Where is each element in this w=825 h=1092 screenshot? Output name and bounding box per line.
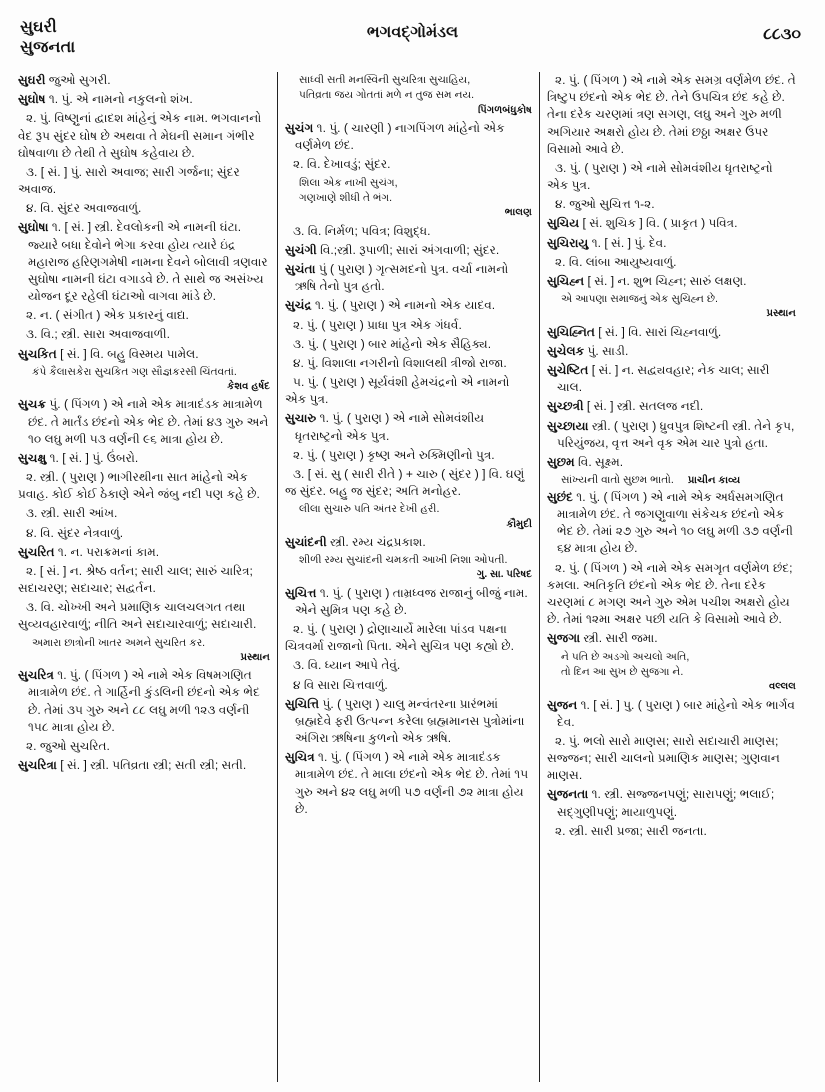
entry-headword: સુચક્ર	[18, 397, 47, 412]
entry-headword: સુચારુ	[285, 411, 317, 426]
entry-headword: સુચિરાયુ	[547, 235, 589, 250]
book-title: ભગવદ્ગોમંડલ	[366, 24, 459, 41]
dictionary-entry	[547, 697, 796, 731]
entry-definition: ૧. ન. પરાક્રમનાં કામ.	[54, 544, 160, 559]
entry-headword: સુઘોષ	[18, 92, 46, 107]
dictionary-entry	[547, 786, 796, 820]
entry-definition: ૧. પું. ( પિંગળ ) એ નામે એક માત્રાદંડક માત્રામેળ છંદ. તે માલા છંદનો એક ભેદ છે. તેમાં ૧૫ ગુરુ અને ૪૨ લઘુ મળી ૫૭ વર્ણની ૭૨ માત્રા હોય છે.	[295, 750, 529, 816]
entry-definition: ૧. [ સં. ] સ્ત્રી. દેવલોકની એ નામની ઘંટા. જ્યારે બધા દેવોને ભેગા કરવા હોય ત્યારે ઇંદ્ર મહારાજ હરિણગમેષી નામના દેવને બોલાવી ત્રણવાર સુઘોષા નામની ઘંટા વગાડવે છે. તે સાથે જ અસંખ્ય યોજન દૂર રહેલી ઘંટાઓ વાગવા માંડે છે.	[28, 220, 268, 304]
entry-definition: [ સં. ] ન. શુભ ચિહ્ન; સારું લક્ષણ.	[584, 273, 747, 288]
citation-source: કૌમુદી	[506, 518, 532, 530]
entry-definition: ૧. પું. એ નામનો નકુલનો શંખ.	[45, 92, 193, 107]
entry-definition: વિ. સૂક્ષ્મ.	[574, 454, 624, 469]
entry-headword: સુચાંદની	[285, 534, 327, 549]
entry-sense: ૨. સ્ત્રી. ( પુરાણ ) ભાગીરથીના સાત માંહેનો એક પ્રવાહ. કોઈ કોઈ ઠેકાણે એને જંબુ નદી પણ કહે છે.	[18, 470, 260, 502]
entry-sense: ૫. પું. ( પુરાણ ) સૂર્યવંશી હેમચંદ્રનો એ નામનો એક પુત્ર.	[285, 375, 510, 407]
entry-definition: [ સં. ] સ્ત્રી. સતલજ નદી.	[583, 399, 704, 414]
entry-definition: ૧. [ સં. ] પું. ઉંબરો.	[46, 450, 139, 465]
dictionary-entry	[18, 396, 270, 448]
dictionary-entry	[18, 346, 270, 363]
dictionary-entry	[547, 489, 796, 558]
entry-headword: સુચંતા	[285, 261, 316, 276]
entry-definition: [ સં. શુચિક ] વિ. ( પ્રાકૃત ) પવિત્ર.	[579, 216, 738, 231]
entry-definition: [ સં. ] વિ. બહુ વિસ્મય પામેલ.	[56, 346, 199, 361]
citation-quote-with-source	[547, 473, 796, 488]
page-header	[14, 18, 811, 70]
citation-source: ભાલણ	[504, 207, 532, 219]
entry-sense: ૨. [ સં. ] ન. શ્રેષ્ઠ વર્તન; સારી ચાલ; સારું ચારિત્ર; સદાચરણ; સદાચાર; સદ્વર્તન.	[18, 563, 253, 596]
citation-source: પ્રાચીન કાવ્ય	[687, 475, 741, 487]
dictionary-entry	[547, 273, 796, 290]
column-3	[540, 72, 803, 1082]
dictionary-entry	[285, 297, 532, 314]
citation-quote: પતિવ્રતા જય ગોતતાં મળે ન તુજ સમ નય.	[299, 89, 475, 102]
entry-headword: સુચિત્ર	[285, 750, 315, 765]
entry-headword: સુચિહ્નિત	[547, 324, 595, 339]
entry-definition: પું ( પુરાણ ) ગૃત્સમદનો પુત્ર. વર્ચા નામનો ઋષિ તેનો પુત્ર હતો.	[295, 261, 509, 294]
columns-container	[14, 72, 811, 1082]
entry-sense: ૨. સ્ત્રી. સારી પ્રજા; સારી જનતા.	[555, 823, 707, 838]
dictionary-entry	[18, 544, 270, 561]
entry-sense: ૨. જુઓ સુચરિત.	[26, 738, 110, 753]
citation-source: ગુ. સા. પરિષદ	[476, 569, 532, 581]
entry-sense: ૨. ન. ( સંગીત ) એક પ્રકારનું વાદ્ય.	[26, 308, 189, 323]
entry-sense: ૩. વિ. નિર્મળ; પવિત્ર; વિશુદ્ધ.	[293, 223, 431, 238]
entry-definition: જુઓ સુગરી.	[45, 73, 111, 87]
entry-headword: સુઘોષા	[18, 220, 49, 235]
entry-sense: ૪. જુઓ સુચિત્ત ૧-૨.	[555, 197, 655, 212]
entry-sense: ૨. પું. ( પિંગળ ) એ નામે એક સમગ્ર વર્ણમેળ છંદ. તે ત્રિષ્ટુપ છંદનો એક ભેદ છે. તેને ઉપચિત્ર છંદ કહે છે. તેના દરેક ચરણમાં ત્રણ સગણ, લઘુ અને ગુરુ મળી અગિયાર અક્ષરો હોય છે. તેમાં છઠ્ઠા અક્ષર ઉપર વિસામો આવે છે.	[547, 73, 796, 156]
entry-sense: ૩. વિ.; સ્ત્રી. સારા અવાજવાળી.	[26, 327, 170, 342]
dictionary-entry	[285, 410, 532, 444]
entry-sense: ૨. પું. વિષ્ણુનાં દ્વાદશ માંહેનું એક નામ. ભગવાનનો વેદ રૂપ સુંદર ઘોષ છે અથવા તે મેઘની સમાન ગંભીર ઘોષવાળા છે તેથી તે સુઘોષ કહેવાય છે.	[18, 111, 262, 160]
dictionary-entry	[547, 454, 796, 471]
entry-headword: સુછંદ	[547, 489, 573, 504]
citation-source: પ્રસ્થાન	[240, 652, 270, 664]
entry-headword: સુજનતા	[547, 787, 589, 802]
column-1-content	[18, 72, 270, 774]
dictionary-entry	[285, 534, 532, 551]
dictionary-entry	[285, 261, 532, 295]
citation-quote: તો દિન આ સુખ છે સુજગા ને.	[561, 665, 684, 678]
running-head-last: સુજનતા	[20, 39, 76, 57]
dictionary-entry	[18, 757, 270, 774]
entry-sense: ૪. વિ. સુંદર અવાજવાળું.	[26, 201, 142, 216]
entry-definition: ૧. સ્ત્રી. સજ્જનપણું; સારાપણું; ભલાઈ; સદ્ગુણીપણું; માયાળુપણું.	[557, 787, 775, 819]
entry-sense: ૨. વિ. દેખાવડું; સુંદર.	[293, 157, 391, 172]
entry-definition: ૧. [ સં. ] પું. દેવ.	[588, 235, 667, 250]
entry-definition: ૧. પું. ( પુરાણ ) એ નામનો એક યાદવ.	[311, 298, 496, 313]
dictionary-entry	[18, 91, 270, 108]
entry-definition: સ્ત્રી. સારી જમા.	[580, 631, 658, 646]
column-3-content	[547, 72, 796, 840]
citation-quote: ને પતિ છે અડગો અચલો અતિ,	[561, 650, 690, 663]
entry-headword: સુજન	[547, 697, 578, 712]
entry-headword: સુચંગ	[285, 121, 314, 136]
entry-headword: સુચેલક	[547, 343, 585, 358]
dictionary-entry	[547, 418, 796, 452]
citation-source: પ્રસ્થાન	[766, 308, 796, 320]
dictionary-entry	[18, 450, 270, 467]
citation-source: પિંગળબંધુકોષ	[477, 104, 532, 116]
entry-headword: સુચ્છાયા	[547, 418, 589, 433]
entry-headword: સુચિત્તિ	[285, 696, 320, 711]
entry-headword: સુઘરી	[18, 73, 46, 87]
entry-headword: સુચરિત્ર	[18, 668, 54, 683]
entry-definition: વિ.;સ્ત્રી. રૂપાળી; સારાં અંગવાળી; સુંદર.	[316, 242, 500, 257]
dictionary-entry	[547, 630, 796, 647]
citation-quote: સાંખ્યની વાતો સુછમ ભાતો.	[561, 474, 674, 487]
citation-quote: શિલા એક નાખી સુચંગ,	[299, 176, 398, 189]
dictionary-entry	[18, 667, 270, 736]
column-1	[14, 72, 277, 1082]
dictionary-entry	[547, 398, 796, 415]
entry-sense: ૨. પું. ( પુરાણ ) પ્રાધા પુત્ર એક ગંધર્વ.	[293, 317, 462, 332]
entry-headword: સુચેષ્ટિત	[547, 363, 589, 378]
entry-definition: ૧. પું. ( પિંગળ ) એ નામે એક અર્ધસમગણિત માત્રામેળ છંદ. તે જગણુવાળા સંકેચક છંદનો એક ભેદ છે. તેમાં ૨૭ ગુરુ અને ૧૦ લઘુ મળી ૩૭ વર્ણની ૬૪ માત્રા હોય છે.	[557, 489, 793, 556]
dictionary-entry	[547, 324, 796, 341]
dictionary-entry	[285, 749, 532, 818]
dictionary-entry	[285, 585, 532, 619]
entry-headword: સુચિય	[547, 216, 580, 231]
entry-headword: સુચ્છત્રી	[547, 399, 584, 414]
column-2-content	[285, 73, 532, 818]
citation-quote: કંપે કૈલાસકેરા સુચકિત ગણ સૌજ્ઞકરસી ચિંતવતાં.	[32, 365, 237, 378]
entry-definition: પું. ( પિંગળ ) એ નામે એક માત્રાદંડક માત્રામેળ છંદ. તે માર્તંડ છંદનો એક ભેદ છે. તેમાં ૪૩ ગુરુ અને ૧૦ લઘુ મળી ૫૩ વર્ણની ૯૬ માત્રા હોય છે.	[28, 397, 269, 446]
entry-sense: ૨. પું. ભલો સારો માણસ; સારો સદાચારી માણસ; સજ્જન; સારી ચાલનો પ્રમાણિક માણસ; ગુણવાન માણસ.	[547, 733, 780, 783]
entry-sense: ૩. [ સં. સુ ( સારી રીતે ) + ચારુ ( સુંદર ) ] વિ. ઘણું જ સુંદર. બહુ જ સુંદર; અતિ મનોહર.	[285, 466, 525, 499]
dictionary-entry	[547, 235, 796, 252]
entry-headword: સુચિત્ત	[285, 585, 317, 600]
citation-quote: ગણખાણે શીધી તે ભંગ.	[299, 191, 393, 204]
entry-headword: સુજગા	[547, 631, 581, 646]
entry-sense: ૨. વિ. લાંબા આયુષ્યવાળું.	[555, 254, 677, 269]
entry-definition: પું. ( પુરાણ ) ચાલુ મન્વંતરના પ્રારંભમાં બ્રહ્મદેવે ફરી ઉત્પન્ન કરેલા બ્રહ્મમાનસ પુત્રોમાંના અંગિરા ઋષિના કુળનો એક ઋષિ.	[295, 696, 525, 746]
entry-headword: સુચરિત	[18, 544, 55, 559]
entry-sense: ૪. પું. વિશાલા નગરીનો વિશાલથી ત્રીજો રાજા.	[293, 355, 507, 370]
entry-sense: ૪ વિ સારા ચિત્તવાળું.	[293, 677, 388, 692]
entry-definition: ૧. પું. ( ચારણી ) નાગપિંગળ માંહેનો એક વર્ણમેળ છંદ.	[295, 121, 505, 153]
entry-headword: સુચરિત્રા	[18, 758, 57, 773]
column-2	[277, 72, 540, 1082]
entry-definition: [ સં. ] વિ. સારાં ચિહ્નવાળું.	[594, 324, 722, 339]
running-head-first: સુઘરી	[20, 19, 57, 36]
entry-sense: ૪. વિ. સુંદર નેત્રવાળું.	[26, 525, 124, 540]
dictionary-entry	[547, 343, 796, 360]
dictionary-entry	[18, 72, 270, 89]
entry-headword: સુછમ	[547, 454, 575, 469]
dictionary-entry	[18, 219, 270, 305]
entry-definition: સ્ત્રી. ( પુરાણ ) ધ્રુવપુત્ર શિષ્ટની સ્ત્રી. તેને કૃપ, પરિયુંજય, વૃત્ત અને વૃક એમ ચાર પુત્રો હતા.	[557, 418, 795, 450]
citation-quote: લીલા સુચારુ પતિ અંતર દેખી હરી.	[299, 503, 440, 516]
entry-headword: સુચંદ્ર	[285, 298, 312, 313]
citation-quote: એ આપણા સમાજનું એક સુચિહ્ન છે.	[561, 293, 718, 306]
entry-headword: સુચંગી	[285, 242, 317, 257]
citation-quote: અમારા છાત્રોની ખાતર અમને સુચરિત કર.	[32, 636, 206, 649]
entry-sense: ૩. વિ. ધ્યાન આપે તેવું.	[293, 658, 401, 673]
citation-source: વલ્લલ	[768, 681, 796, 693]
entry-definition: [ સં. ] સ્ત્રી. પતિવ્રતા સ્ત્રી; સતી સ્ત્રી; સતી.	[56, 758, 247, 773]
entry-sense: ૩. સ્ત્રી. સારી આંખ.	[26, 506, 118, 521]
page-number: ૮૮૩૦	[763, 26, 801, 43]
dictionary-entry	[285, 242, 532, 259]
dictionary-entry	[285, 120, 532, 154]
entry-sense: ૩. પું. ( પુરાણ ) એ નામે સોમવંશીય ધૃતરાષ્ટ્રનો એક પુત્ર.	[547, 160, 773, 193]
entry-definition: [ સં. ] ન. સદ્વ્યવહાર; નેક ચાલ; સારી ચાલ.	[557, 363, 770, 395]
dictionary-entry	[547, 215, 796, 232]
entry-definition: પું. સાડી.	[584, 343, 629, 358]
entry-headword: સુચિહ્ન	[547, 273, 585, 288]
entry-definition: ૧. [ સં. ] પુ. ( પુરાણ ) બાર માંહેનો એક ભાર્ગવ દેવ.	[557, 697, 795, 729]
entry-sense: ૩. [ સં. ] પું. સારો અવાજ; સારી ગર્જના; સુંદર અવાજ.	[18, 164, 240, 197]
citation-source: કેશવ હર્ષદ	[227, 381, 270, 393]
entry-sense: ૩. વિ. ચોખ્ખી અને પ્રમાણિક ચાલચલગત તથા સુવ્યવહારવાળું; નીતિ અને સદાચારવાળું; સદાચારી.	[18, 600, 257, 632]
entry-definition: સ્ત્રી. રમ્ય ચંદ્રપ્રકાશ.	[326, 534, 426, 549]
entry-sense: ૨. પું. ( પુરાણ ) કૃષ્ણ અને રુક્મિણીનો પુત્ર.	[293, 447, 495, 462]
entry-definition: ૧. પું. ( પિંગળ ) એ નામે એક વિષમગણિત માત્રામેળ છંદ. તે ગાર્હિની કુંડલિની છંદનો એક ભેદ છે. તેમાં ૩૫ ગુરુ અને ૮૮ લઘુ મળી ૧૨૩ વર્ણની ૧૫૮ માત્રા હોય છે.	[28, 668, 260, 734]
entry-definition: ૧. પું. ( પુરાણ ) એ નામે સોમવંશીય ધૃતરાષ્ટ્રનો એક પુત્ર.	[295, 411, 485, 443]
citation-quote: સાધ્વી સતી મનસ્વિની સુચરિત્રા સુચાહિય,	[299, 74, 471, 86]
entry-sense: ૨. પું. ( પિંગળ ) એ નામે એક સમગૃત વર્ણમેળ છંદ; કમલા. અતિકૃતિ છંદનો એક ભેદ છે. તેના દરેક ચરણમાં ૮ મગણ અને ગુરુ એમ પચીશ અક્ષરો હોય છે. તેમાં ૧૨મા અક્ષર પછી યતિ કે વિસામો આવે છે.	[547, 560, 793, 627]
entry-sense: ૩. પું. ( પુરાણ ) બાર માંહેનો એક સૈહિક્ય.	[293, 336, 492, 351]
entry-sense: ૨. પું. ( પુરાણ ) દ્રોણાચાર્યે મારેલા પાંડવ પક્ષના ચિત્રવર્મા રાજાનો પિતા. એને સુચિત્ર પણ કહ્યો છે.	[285, 622, 514, 654]
entry-definition: ૧. પું. ( પુરાણ ) તામ્રધ્વજ રાજાનું બીજું નામ. એને સુમિત્ર પણ કહે છે.	[295, 585, 528, 617]
dictionary-entry	[285, 696, 532, 748]
citation-quote: શીળી રમ્ય સુચાંદની ચમકતી આખી નિશા ઓપતી.	[299, 554, 508, 567]
entry-headword: સુચકિત	[18, 346, 57, 361]
entry-headword: સુચક્ષુ	[18, 450, 47, 465]
dictionary-entry	[547, 362, 796, 396]
